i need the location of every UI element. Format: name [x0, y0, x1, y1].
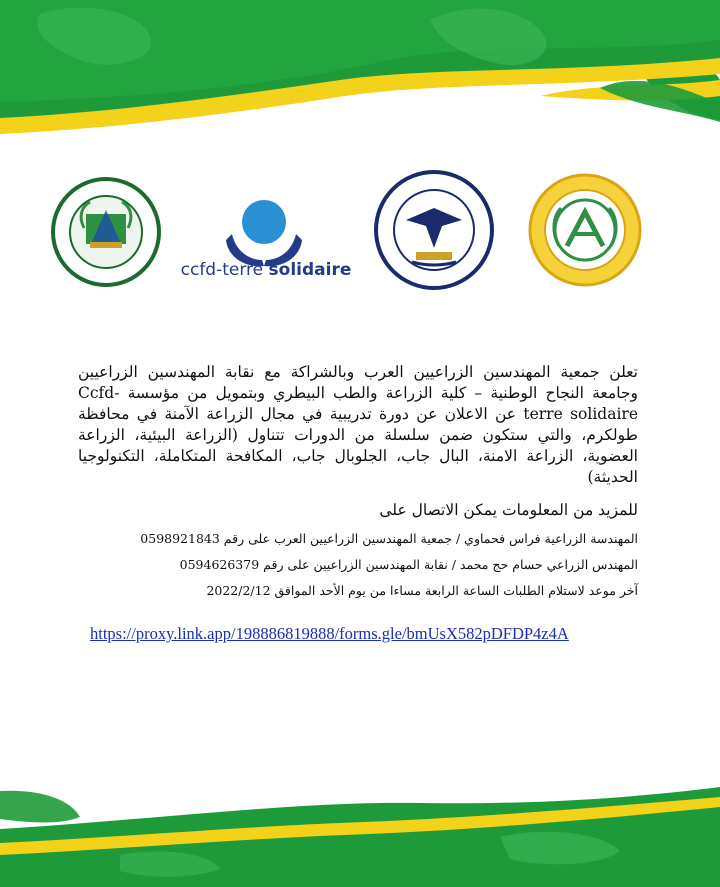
top-banner	[0, 0, 720, 150]
contact-line-1: المهندسة الزراعية فراس فحماوي / جمعية المهندسين الزراعيين العرب على رقم 0598921843	[140, 531, 638, 546]
najah-university-logo	[372, 168, 496, 292]
arab-agronomists-association-seal-icon	[527, 172, 643, 288]
registration-form-link[interactable]: https://proxy.link.app/198886819888/forms.gle/bmUsX582pDFDP4z4A	[90, 624, 569, 643]
announcement-paragraph: تعلن جمعية المهندسين الزراعيين العرب وبالشراكة مع نقابة المهندسين الزراعيين وجامعة النجاح الوطنية – كلية الزراعة والطب البيطري وبتمويل من مؤسسة Ccfd-terre solidaire عن الاعلان عن دورة تدريبية في مجال الزراعة الآمنة في محافظة طولكرم، والتي ستكون ضمن سلسلة من الدورات تتناول (الزراعة البيئية، الزراعة العضوية، الزراعة الامنة، البال جاب، الجلوبال جاب، المكافحة المتكاملة، التكنولوجيا الحديثة)	[78, 363, 638, 486]
ccfd-name-part1: ccfd-terre	[180, 260, 269, 280]
ccfd-logo	[176, 190, 376, 310]
logos-row	[0, 168, 720, 298]
ccfd-hands-globe-icon	[176, 190, 376, 270]
engineers-union-quds-seal-icon	[50, 176, 162, 288]
arab-agronomists-association-logo	[527, 172, 643, 288]
najah-university-eagle-seal-icon	[372, 168, 496, 292]
contact-heading: للمزيد من المعلومات يمكن الاتصال على	[379, 501, 638, 519]
bottom-wave-graphic	[0, 767, 720, 887]
contact-line-2: المهندس الزراعي حسام حج محمد / نقابة المهندسين الزراعيين على رقم 0594626379	[179, 557, 638, 572]
engineers-union-logo	[50, 176, 162, 288]
ccfd-wordmark	[166, 260, 366, 280]
announcement-body	[78, 362, 638, 609]
top-wave-graphic	[0, 0, 720, 150]
bottom-banner	[0, 767, 720, 887]
ccfd-name-part2: solidaire	[268, 260, 352, 280]
deadline-line: آخر موعد لاستلام الطلبات الساعة الرابعة مساءا من يوم الأحد الموافق 2022/2/12	[206, 583, 638, 598]
